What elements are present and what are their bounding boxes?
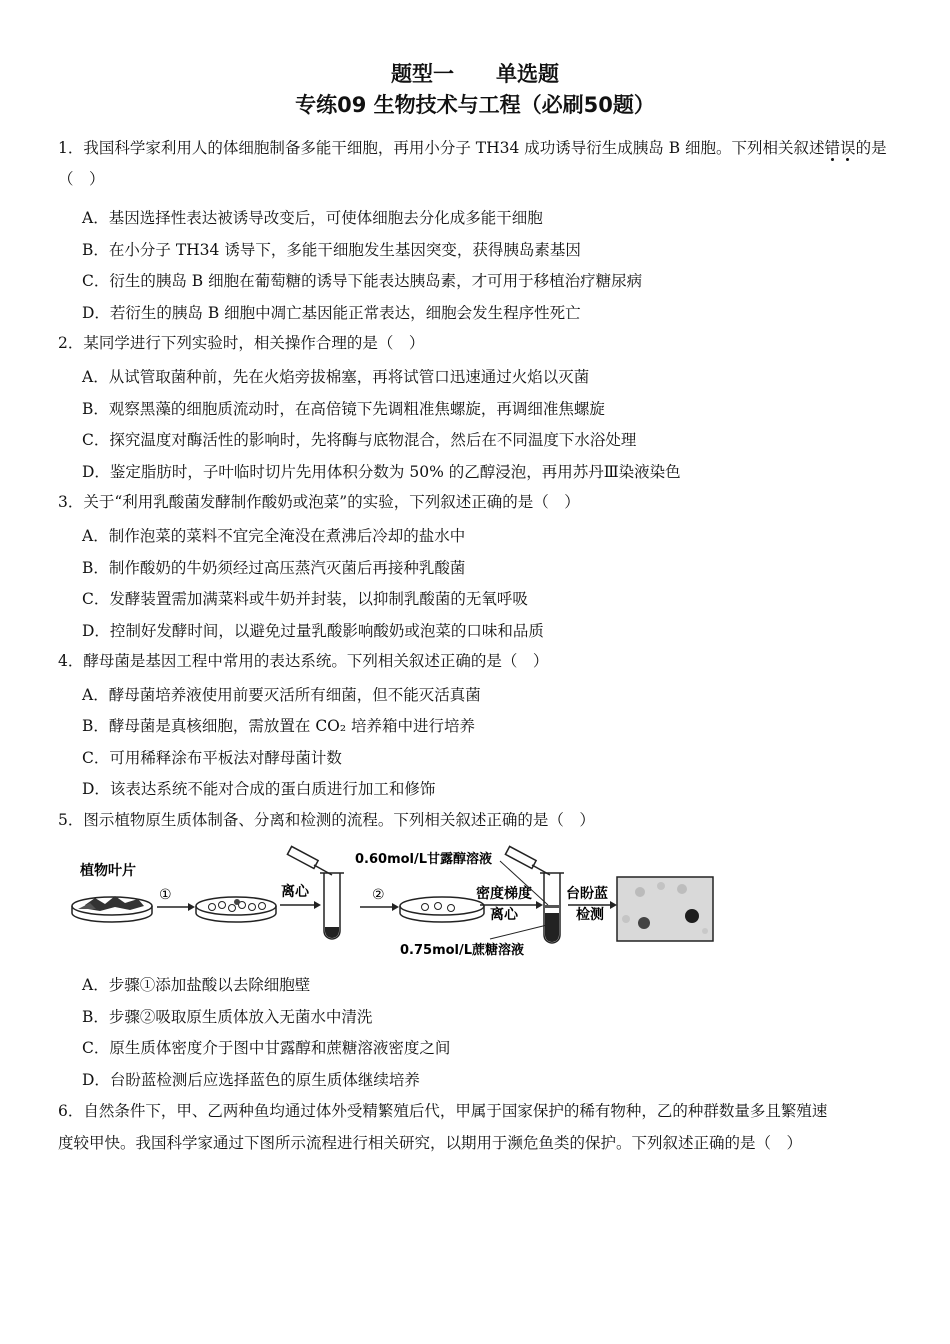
question-2-option-d: D．鉴定脂肪时，子叶临时切片先用体积分数为 50% 的乙醇浸泡，再用苏丹Ⅲ染液染色 <box>82 463 681 481</box>
question-1-option-c: C．衍生的胰岛 B 细胞在葡萄糖的诱导下能表达胰岛素，才可用于移植治疗糖尿病 <box>82 272 643 290</box>
emphasis-char: 错 <box>824 139 841 157</box>
emphasis-char: 误 <box>840 139 856 157</box>
question-3-option-c: C．发酵装置需加满菜料或牛奶并封装，以抑制乳酸菌的无氧呼吸 <box>82 590 528 608</box>
question-1-option-b: B．在小分子 TH34 诱导下，多能干细胞发生基因突变，获得胰岛素基因 <box>82 241 581 259</box>
question-2-stem: 2．某同学进行下列实验时，相关操作合理的是（ ） <box>58 334 425 352</box>
trypan-label-line1: 台盼蓝 <box>566 886 608 902</box>
question-5-option-c: C．原生质体密度介于图中甘露醇和蔗糖溶液密度之间 <box>82 1039 451 1057</box>
question-5-stem: 5．图示植物原生质体制备、分离和检测的流程。下列相关叙述正确的是（ ） <box>58 811 595 829</box>
protoplast-flow-figure <box>60 843 720 958</box>
question-5-option-d: D．台盼蓝检测后应选择蓝色的原生质体继续培养 <box>82 1071 420 1089</box>
question-4-option-b: B．酵母菌是真核细胞，需放置在 CO₂ 培养箱中进行培养 <box>82 717 476 735</box>
question-4-option-a: A．酵母菌培养液使用前要灭活所有细菌，但不能灭活真菌 <box>82 686 481 704</box>
petri-dish-wash <box>400 897 484 922</box>
question-4-stem: 4．酵母菌是基因工程中常用的表达系统。下列相关叙述正确的是（ ） <box>58 652 549 670</box>
section-title: 题型一 单选题 <box>391 62 559 86</box>
question-2-option-a: A．从试管取菌种前，先在火焰旁拔棉塞，再将试管口迅速通过火焰以灭菌 <box>82 368 590 386</box>
petri-dish-leaves <box>72 896 152 922</box>
question-2-option-b: B．观察黑藻的细胞质流动时，在高倍镜下先调粗准焦螺旋，再调细准焦螺旋 <box>82 400 605 418</box>
mannitol-label: 0.60mol/L甘露醇溶液 <box>355 852 493 867</box>
question-4-option-c: C．可用稀释涂布平板法对酵母菌计数 <box>82 749 342 767</box>
question-5-option-b: B．步骤②吸取原生质体放入无菌水中清洗 <box>82 1008 373 1026</box>
step-2-label: ② <box>372 887 385 903</box>
centrifuge-tube-1 <box>320 873 344 939</box>
leaf-label: 植物叶片 <box>80 863 136 879</box>
question-2-option-c: C．探究温度对酶活性的影响时，先将酶与底物混合，然后在不同温度下水浴处理 <box>82 431 637 449</box>
question-3-option-b: B．制作酸奶的牛奶须经过高压蒸汽灭菌后再接种乳酸菌 <box>82 559 466 577</box>
question-6-stem-line1: 6．自然条件下，甲、乙两种鱼均通过体外受精繁殖后代，甲属于国家保护的稀有物种，乙的种群数量多且繁殖速 <box>58 1102 828 1120</box>
question-6-stem-line2: 度较甲快。我国科学家通过下图所示流程进行相关研究，以期用于濒危鱼类的保护。下列叙述正确的是（ ） <box>58 1134 803 1152</box>
question-3-option-a: A．制作泡菜的菜料不宜完全淹没在煮沸后冷却的盐水中 <box>82 527 466 545</box>
sucrose-label: 0.75mol/L蔗糖溶液 <box>400 943 525 958</box>
question-3-option-d: D．控制好发酵时间，以避免过量乳酸影响酸奶或泡菜的口味和品质 <box>82 622 544 640</box>
question-1-option-a: A．基因选择性表达被诱导改变后，可使体细胞去分化成多能干细胞 <box>82 209 543 227</box>
step-1-label: ① <box>159 887 172 903</box>
page-title: 专练09 生物技术与工程（必刷50题） <box>295 93 655 117</box>
trypan-label-line2: 检测 <box>576 907 604 923</box>
question-5-option-a: A．步骤①添加盐酸以去除细胞壁 <box>82 976 311 994</box>
petri-dish-protoplasts <box>196 897 276 922</box>
question-1-stem <box>58 133 898 195</box>
question-1-stem-text: 1．我国科学家利用人的体细胞制备多能干细胞，再用小分子 TH34 成功诱导衍生成胰岛 B 细胞。下列相关叙述 <box>58 139 825 157</box>
centrifuge-label: 离心 <box>281 884 309 900</box>
gradient-label-line1: 密度梯度 <box>476 886 532 902</box>
question-1-stem-end: 的是（ ） <box>58 139 887 188</box>
gradient-label-line2: 离心 <box>490 907 518 923</box>
question-1-option-d: D．若衍生的胰岛 B 细胞中凋亡基因能正常表达，细胞会发生程序性死亡 <box>82 304 581 322</box>
micrograph-image <box>617 877 713 941</box>
pipette-icon <box>287 846 332 875</box>
question-4-option-d: D．该表达系统不能对合成的蛋白质进行加工和修饰 <box>82 780 436 798</box>
question-3-stem: 3．关于“利用乳酸菌发酵制作酸奶或泡菜”的实验，下列叙述正确的是（ ） <box>58 493 580 511</box>
